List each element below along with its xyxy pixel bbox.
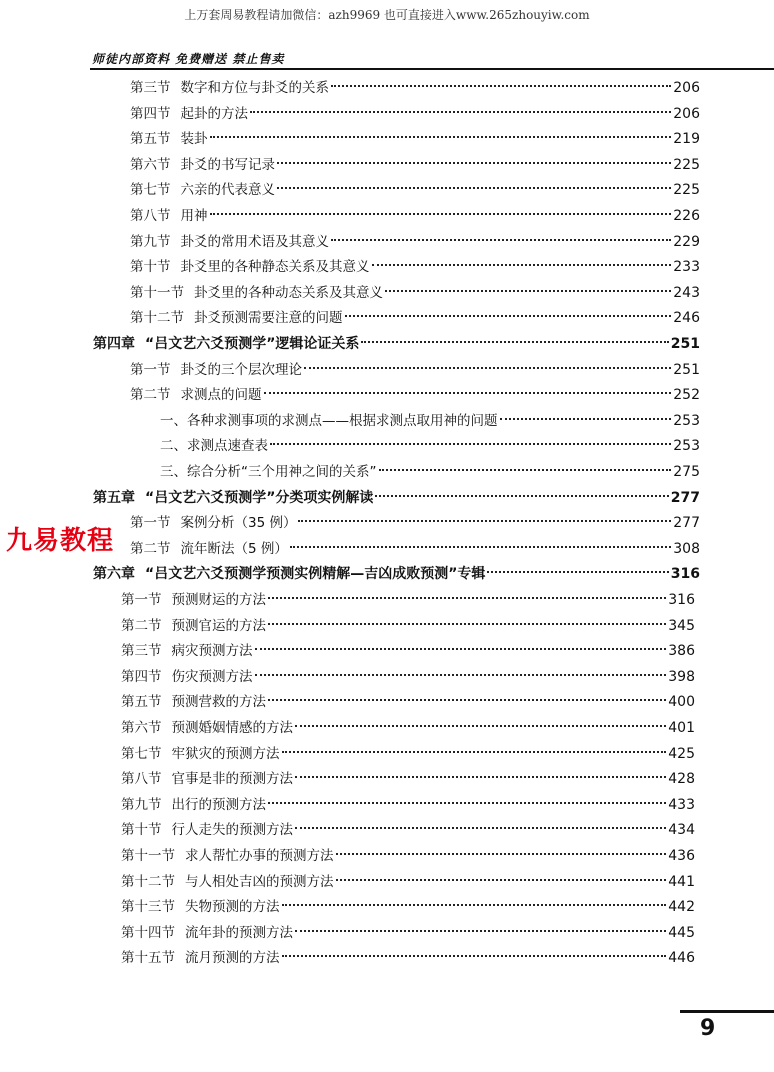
- toc-entry-number: 第六节: [121, 720, 162, 736]
- toc-entry-row: [130, 538, 700, 560]
- toc-dot-leader: [500, 418, 672, 420]
- toc-page-number: 277: [670, 489, 700, 506]
- toc-page-number: 433: [668, 796, 695, 813]
- toc-entry-row: [121, 819, 695, 841]
- toc-entry-title: 二、求测点速查表: [160, 438, 268, 455]
- header-rule: [90, 68, 774, 70]
- toc-entry-title: 流年卦的预测方法: [185, 924, 293, 941]
- toc-entry-title: 起卦的方法: [180, 105, 248, 122]
- toc-entry-number: 第七节: [130, 182, 171, 199]
- toc-entry-title: 预测财运的方法: [171, 592, 266, 608]
- toc-dot-leader: [295, 930, 666, 932]
- toc-entry-number: 第一节: [121, 592, 162, 608]
- toc-entry-number: 第四节: [130, 105, 171, 122]
- toc-dot-leader: [295, 827, 666, 829]
- toc-page-number: 251: [670, 336, 700, 352]
- toc-dot-leader: [282, 751, 667, 753]
- toc-page-number: 206: [673, 80, 700, 96]
- toc-entry-number: 第五节: [130, 131, 171, 148]
- toc-page-number: 434: [668, 822, 695, 839]
- toc-entry-row: [121, 666, 695, 688]
- toc-entry-row: [130, 154, 700, 176]
- toc-page-number: 398: [668, 668, 695, 685]
- folio-rule: [680, 1010, 774, 1013]
- toc-entry-title: 失物预测的方法: [185, 899, 280, 916]
- toc-page-number: 246: [673, 310, 700, 327]
- toc-entry-row: [121, 717, 695, 739]
- toc-dot-leader: [277, 187, 671, 189]
- toc-entry-number: 第三节: [130, 80, 171, 96]
- toc-dot-leader: [379, 469, 672, 471]
- toc-dot-leader: [304, 367, 671, 369]
- toc-entry-number: 第八节: [121, 771, 162, 788]
- toc-entry-title: 装卦: [180, 131, 208, 148]
- toc-dot-leader: [270, 443, 671, 445]
- toc-dot-leader: [282, 955, 667, 957]
- toc-dot-leader: [210, 213, 672, 215]
- toc-page-number: 206: [673, 105, 700, 122]
- toc-page-number: 251: [673, 361, 700, 378]
- toc-entry-number: 第十节: [121, 822, 162, 839]
- toc-entry-title: 卦爻里的各种静态关系及其意义: [180, 259, 370, 276]
- toc-dot-leader: [345, 315, 672, 317]
- toc-chapter-row: [93, 487, 700, 509]
- toc-entry-row: [121, 896, 695, 918]
- toc-entry-title: 预测婚姻情感的方法: [171, 720, 293, 736]
- toc-page-number: 345: [668, 617, 695, 634]
- toc-entry-title: “吕文艺六爻预测学”逻辑论证关系: [145, 336, 360, 352]
- toc-entry-title: 案例分析（35 例）: [180, 515, 297, 532]
- toc-entry-row: [121, 615, 695, 637]
- toc-entry-number: 第一节: [130, 515, 171, 532]
- toc-dot-leader: [487, 571, 668, 573]
- toc-page-number: 226: [673, 208, 700, 224]
- toc-entry-row: [121, 640, 695, 662]
- toc-page-number: 225: [673, 156, 700, 173]
- toc-entry-number: 第九节: [130, 233, 171, 250]
- toc-page-number: 436: [668, 848, 695, 864]
- toc-dot-leader: [331, 239, 671, 241]
- toc-entry-title: 病灾预测方法: [171, 643, 253, 660]
- toc-page-number: 441: [668, 873, 695, 890]
- toc-entry-title: 流月预测的方法: [185, 950, 280, 967]
- toc-page-number: 446: [668, 950, 695, 967]
- toc-entry-title: 官事是非的预测方法: [171, 771, 293, 788]
- toc-dot-leader: [282, 904, 667, 906]
- toc-entry-row: [130, 256, 700, 278]
- toc-entry-title: 牢狱灾的预测方法: [171, 745, 280, 762]
- toc-page-number: 233: [673, 259, 700, 276]
- toc-dot-leader: [295, 725, 666, 727]
- toc-entry-title: 卦爻里的各种动态关系及其意义: [194, 284, 383, 301]
- toc-entry-title: 卦爻的常用术语及其意义: [180, 233, 329, 250]
- toc-page-number: 253: [673, 412, 700, 429]
- toc-entry-number: 第四章: [93, 336, 135, 352]
- toc-entry-number: 第五章: [93, 489, 135, 506]
- toc-entry-number: 第五节: [121, 694, 162, 711]
- toc-entry-row: [130, 77, 700, 99]
- watermark-stamp: 九易教程: [6, 526, 115, 556]
- toc-dot-leader: [385, 290, 671, 292]
- toc-entry-title: 用神: [180, 208, 208, 224]
- toc-entry-row: [130, 512, 700, 534]
- toc-entry-row: [121, 691, 695, 713]
- toc-page-number: 277: [673, 515, 700, 532]
- toc-entry-row: [130, 282, 700, 304]
- toc-entry-row: [130, 103, 700, 125]
- toc-dot-leader: [268, 802, 666, 804]
- toc-dot-leader: [268, 699, 666, 701]
- toc-dot-leader: [290, 546, 671, 548]
- toc-entry-row: [121, 871, 695, 893]
- toc-entry-title: 伤灾预测方法: [171, 668, 253, 685]
- toc-entry-title: 卦爻的三个层次理论: [180, 361, 302, 378]
- toc-entry-title: 求人帮忙办事的预测方法: [185, 848, 334, 864]
- toc-entry-number: 第六节: [130, 156, 171, 173]
- toc-page-number: 252: [673, 387, 700, 404]
- toc-entry-number: 第十四节: [121, 924, 175, 941]
- toc-page-number: 401: [668, 720, 695, 736]
- toc-entry-row: [130, 205, 700, 227]
- toc-entry-row: [130, 231, 700, 253]
- toc-dot-leader: [298, 520, 671, 522]
- toc-entry-number: 第十五节: [121, 950, 175, 967]
- toc-entry-number: 第九节: [121, 796, 162, 813]
- toc-entry-row: [130, 128, 700, 150]
- page-number: 9: [700, 1016, 716, 1041]
- toc-entry-row: [121, 845, 695, 867]
- toc-dot-leader: [336, 879, 667, 881]
- toc-entry-number: 第十三节: [121, 899, 175, 916]
- toc-entry-number: 第六章: [93, 566, 135, 583]
- toc-entry-number: 第八节: [130, 208, 171, 224]
- toc-dot-leader: [331, 85, 671, 87]
- toc-page-number: 253: [673, 438, 700, 455]
- toc-entry-title: 三、综合分析“三个用神之间的关系”: [160, 464, 377, 480]
- toc-entry-title: 预测官运的方法: [171, 617, 266, 634]
- toc-entry-number: 第十二节: [130, 310, 184, 327]
- toc-page-number: 316: [668, 592, 695, 608]
- toc-page-number: 400: [668, 694, 695, 711]
- toc-dot-leader: [375, 495, 668, 497]
- toc-dot-leader: [250, 111, 671, 113]
- toc-dot-leader: [255, 648, 667, 650]
- toc-page-number: 316: [670, 566, 700, 583]
- toc-page-number: 229: [673, 233, 700, 250]
- toc-entry-row: [160, 435, 700, 457]
- toc-entry-row: [160, 461, 700, 483]
- toc-entry-title: “吕文艺六爻预测学”分类项实例解读: [145, 489, 374, 506]
- toc-entry-row: [130, 359, 700, 381]
- toc-entry-number: 第十节: [130, 259, 171, 276]
- toc-dot-leader: [268, 597, 666, 599]
- toc-dot-leader: [295, 776, 666, 778]
- toc-entry-number: 第四节: [121, 668, 162, 685]
- toc-entry-number: 第七节: [121, 745, 162, 762]
- toc-entry-number: 第十二节: [121, 873, 175, 890]
- toc-entry-number: 第一节: [130, 361, 171, 378]
- toc-entry-title: 行人走失的预测方法: [171, 822, 293, 839]
- toc-entry-row: [130, 179, 700, 201]
- toc-entry-title: 求测点的问题: [180, 387, 262, 404]
- toc-entry-row: [130, 384, 700, 406]
- toc-entry-row: [121, 768, 695, 790]
- toc-page-number: 243: [673, 284, 700, 301]
- running-head: 师徒内部资料 免费赠送 禁止售卖: [92, 52, 285, 66]
- toc-entry-title: 一、各种求测事项的求测点——根据求测点取用神的问题: [160, 412, 498, 429]
- toc-entry-title: 流年断法（5 例）: [180, 540, 288, 557]
- toc-page-number: 445: [668, 924, 695, 941]
- toc-page-number: 386: [668, 643, 695, 660]
- toc-chapter-row: [93, 333, 700, 355]
- toc-entry-title: 与人相处吉凶的预测方法: [185, 873, 334, 890]
- toc-entry-row: [121, 922, 695, 944]
- toc-dot-leader: [264, 392, 672, 394]
- toc-dot-leader: [255, 674, 667, 676]
- toc-entry-number: 第二节: [130, 387, 171, 404]
- toc-entry-number: 第二节: [121, 617, 162, 634]
- toc-entry-number: 第十一节: [121, 848, 175, 864]
- toc-entry-title: 六亲的代表意义: [180, 182, 275, 199]
- toc-entry-title: 出行的预测方法: [171, 796, 266, 813]
- toc-page-number: 308: [673, 540, 700, 557]
- toc-dot-leader: [277, 162, 671, 164]
- toc-entry-title: 卦爻预测需要注意的问题: [194, 310, 343, 327]
- toc-entry-title: 预测营救的方法: [171, 694, 266, 711]
- toc-entry-number: 第二节: [130, 540, 171, 557]
- toc-entry-title: 数字和方位与卦爻的关系: [180, 80, 329, 96]
- toc-entry-row: [121, 794, 695, 816]
- toc-entry-row: [121, 743, 695, 765]
- toc-entry-row: [121, 589, 695, 611]
- toc-dot-leader: [372, 264, 672, 266]
- toc-page-number: 428: [668, 771, 695, 788]
- toc-page-number: 442: [668, 899, 695, 916]
- toc-dot-leader: [336, 853, 667, 855]
- toc-entry-row: [160, 410, 700, 432]
- toc-page-number: 425: [668, 745, 695, 762]
- toc-entry-title: “吕文艺六爻预测学预测实例精解—吉凶成败预测”专辑: [145, 566, 486, 583]
- toc-entry-row: [130, 307, 700, 329]
- toc-page-number: 219: [673, 131, 700, 148]
- toc-entry-number: 第三节: [121, 643, 162, 660]
- watermark-banner: 上万套周易教程请加微信：azh9969 也可直接进入www.265zhouyiw.com: [184, 8, 590, 22]
- toc-dot-leader: [210, 136, 672, 138]
- toc-entry-number: 第十一节: [130, 284, 184, 301]
- toc-dot-leader: [268, 623, 666, 625]
- toc-entry-row: [121, 947, 695, 969]
- toc-page-number: 225: [673, 182, 700, 199]
- toc-dot-leader: [361, 341, 668, 343]
- toc-entry-title: 卦爻的书写记录: [180, 156, 275, 173]
- toc-page-number: 275: [673, 464, 700, 480]
- toc-chapter-row: [93, 563, 700, 585]
